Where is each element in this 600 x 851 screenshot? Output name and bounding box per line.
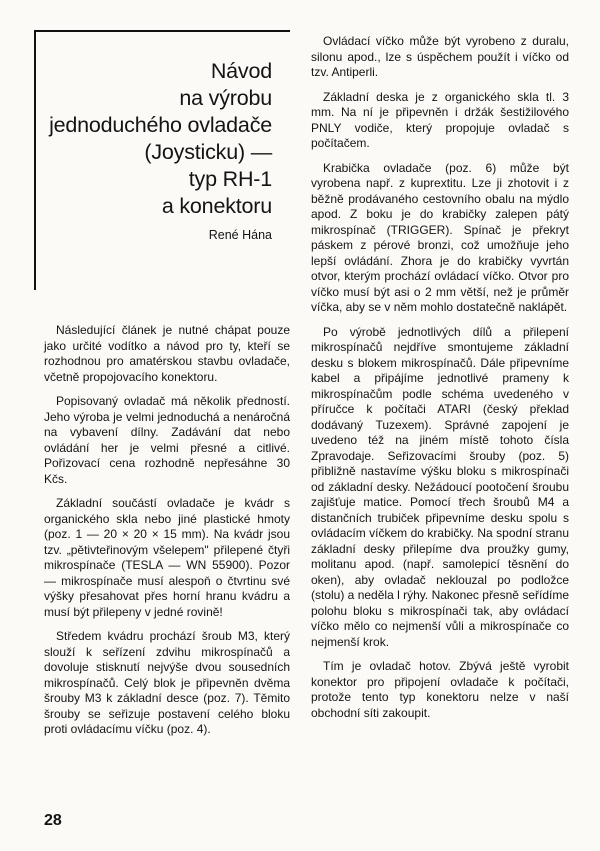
paragraph: Základní deska je z organického skla tl. 3 mm. Na ní je připevněn i držák šestižilového PNLY vodiče, který propojuje ovladač s počítačem. — [311, 89, 569, 150]
title-line: Návod — [210, 59, 272, 83]
right-column — [311, 34, 569, 730]
title-line: jednoduchého ovladače — [49, 113, 272, 137]
title-line: na výrobu — [179, 86, 272, 110]
paragraph: Ovládací víčko může být vyrobeno z duralu, silonu apod., lze s úspěchem použít i víčko od tzv. Antiperli. — [311, 34, 569, 79]
paragraph: Po výrobě jednotlivých dílů a přilepení mikrospínačů nejdříve smontujeme základní desku s blokem mikrospínačů. Dále připevníme kabel a připájíme jednotlivé prameny k mikrospínačům podle schéma uvedeného v příručce k počítači ATARI (český překlad dodávaný Tuzexem). Správné zapojení je uvedeno též na jiném místě tohoto čísla Zpravodaje. Seřizovacími šrouby (poz. 5) přibližně nastavíme výšku bloku s mikrospínači od základní desky. Nežádoucí pootočení šroubu zajišťuje matice. Pomocí třech šroubů M4 a distančních trubiček připevníme desku spolu s ovládacím víčkem do krabičky. Na spodní stranu základní desky přilepíme dva proužky gumy, molitanu apod. (např. samolepicí těsnění do oken), aby ovladač neklouzal po podložce (stolu) a neděla l rýhy. Nakonec přesně seřídíme polohu bloku s mikrospínači tak, aby ovládací víčko mělo co nejmenší vůli a mikrospínače co nejmenší krok. — [311, 324, 569, 649]
paragraph: Krabička ovladače (poz. 6) může být vyrobena např. z kuprextitu. Lze ji zhotovit i z běžně prodávaného cestovního obalu na mýdlo apod. Z boku je do krabičky zalepen pátý mikrospínač (TRIGGER). Spínač je překryt páskem z pérové bronzi, což umožňuje jeho lepší ovládání. Zhora je do krabičky vyvrtán otvor, kterým prochází ovládací víčko. Otvor pro víčko musí být asi o 2 mm větší, než je průměr víčka, aby se v něm mohlo dostatečně naklápět. — [311, 160, 569, 314]
article-title — [22, 58, 272, 220]
paragraph: Středem kvádru prochází šroub M3, který slouží k seřízení zdvihu mikrospínačů a dovoluje stisknutí nejvýše dvou sousedních mikrospínačů. Celý blok je připevněn dvěma šrouby M3 k základní desce (poz. 7). Těmito šrouby se seřizuje postavení celého bloku proti ovládacímu víčku (poz. 4). — [44, 629, 290, 736]
paragraph: Popisovaný ovladač má několik předností. Jeho výroba je velmi jednoduchá a nenáročná na vybavení dílny. Zadávání dat nebo ovládání her je velmi přesné a citlivé. Pořizovací cena rozhodně nepřesáhne 30 Kčs. — [44, 394, 290, 486]
left-column — [44, 323, 290, 747]
title-line: typ RH-1 — [188, 167, 272, 191]
title-line: (Joysticku) — — [144, 140, 272, 164]
page-number: 28 — [44, 812, 62, 829]
title-frame — [34, 30, 290, 290]
article-author: René Hána — [208, 228, 272, 242]
paragraph: Následující článek je nutné chápat pouze jako určité vodítko a návod pro ty, kteří se rozhodnou pro amatérskou stavbu ovladače, včetně propojovacího konektoru. — [44, 323, 290, 384]
paragraph: Tím je ovladač hotov. Zbývá ještě vyrobit konektor pro připojení ovladače k počítači, protože tento typ konektoru nelze v naší obchodní síti zakoupit. — [311, 659, 569, 720]
title-line: a konektoru — [161, 194, 272, 218]
paragraph: Základní součástí ovladače je kvádr s organického skla nebo jiné plastické hmoty (poz. 1 — 20 × 20 × 15 mm). Na kvádr jsou tzv. „pětivteřinovým všelepem" přilepené čtyři mikrospínače (TESLA — WN 55900). Pozor — mikrospínače musí alespoň o čtvrtinu své výšky přesahovat přes horní hranu kvádru a musí být přilepeny v jedné rovině! — [44, 496, 290, 619]
